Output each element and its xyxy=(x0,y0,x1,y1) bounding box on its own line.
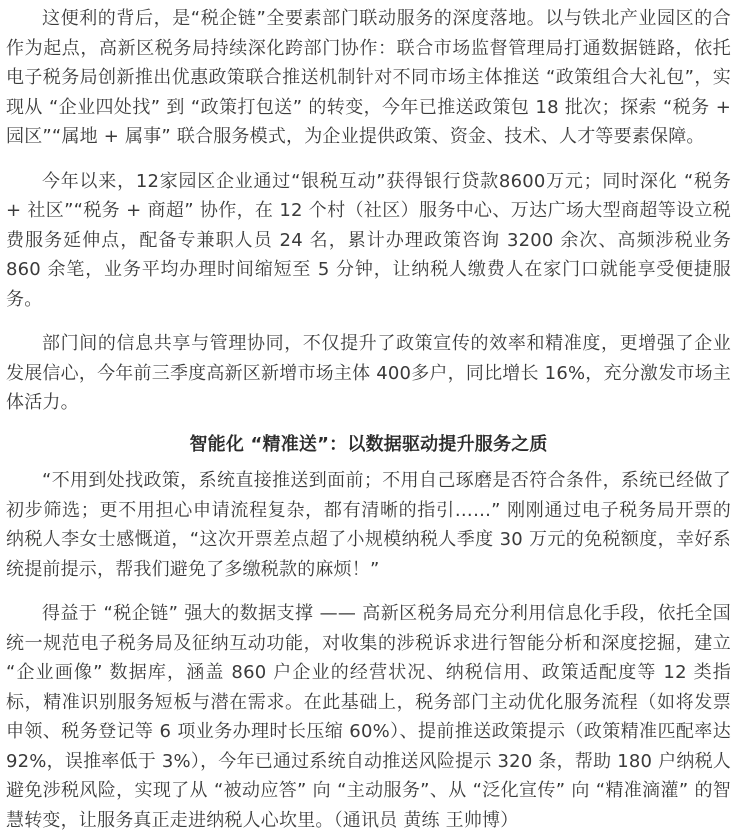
paragraph-tax-chain-linkage: 这便利的背后，是“税企链”全要素部门联动服务的深度落地。以与铁北产业园区的合作为起点，高新区税务局持续深化跨部门协作：联合市场监督管理局打通数据链路，依托电子税务局创新推出优惠政策联合推送机制针对不同市场主体推送 “政策组合大礼包”，实现从 “企业四处找” 到 “政策打包送” 的转变，今年已推送政策包 18 批次；探索 “税务 + 园区”“属地 + 属事” 联合服务模式，为企业提供政策、资金、技术、人才等要素保障。 xyxy=(6,8,731,147)
paragraph-info-sharing: 部门间的信息共享与管理协同，不仅提升了政策宣传的效率和精准度，更增强了企业发展信心，今年前三季度高新区新增市场主体 400多户，同比增长 16%，充分激发市场主体活力。 xyxy=(6,333,731,413)
section-heading: 智能化 “精准送”：以数据驱动提升服务之质 xyxy=(189,433,548,455)
paragraph-data-support: 得益于 “税企链” 强大的数据支撑 —— 高新区税务局充分利用信息化手段，依托全国统一规范电子税务局及征纳互动功能，对收集的涉税诉求进行智能分析和深度挖掘，建立 “企业画像” 数据库，涵盖 860 户企业的经营状况、纳税信用、政策适配度等 12 类指标，精准识别服务短板与潜在需求。在此基础上，税务部门主动优化服务流程（如将发票申领、税务登记等 6 项业务办理时长压缩 60%）、提前推送政策提示（政策精准匹配率达 92%，误推率低于 3%），今年已通过系统自动推送风险提示 320 条，帮助 180 户纳税人避免涉税风险，实现了从 “被动应答” 向 “主动服务”、从 “泛化宣传” 向 “精准滴灌” 的智慧转变，让服务真正走进纳税人心坎里。（通讯员 黄练 王帅博） xyxy=(6,603,731,831)
paragraph-bank-tax-loans: 今年以来，12家园区企业通过“银税互动”获得银行贷款8600万元；同时深化 “税务 + 社区”“税务 + 商超” 协作，在 12 个村（社区）服务中心、万达广场大型商超等设立税费服务延伸点，配备专兼职人员 24 名，累计办理政策咨询 3200 余次、高频涉税业务 860 余笔，业务平均办理时间缩短至 5 分钟，让纳税人缴费人在家门口就能享受便捷服务。 xyxy=(6,170,731,310)
paragraph-taxpayer-quote: “不用到处找政策，系统直接推送到面前；不用自己琢磨是否符合条件，系统已经做了初步筛选；更不用担心申请流程复杂，都有清晰的指引……” 刚刚通过电子税务局开票的纳税人李女士感慨道，“这次开票差点超了小规模纳税人季度 30 万元的免税额度，幸好系统提前提示，帮我们避免了多缴税款的麻烦！” xyxy=(6,470,731,580)
